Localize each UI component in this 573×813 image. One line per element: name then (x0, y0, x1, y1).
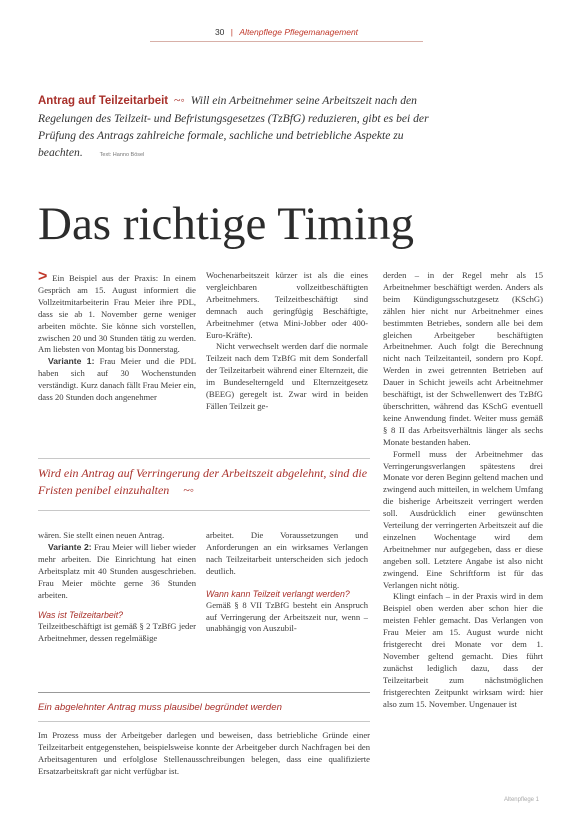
teilzeit-paragraph: Teilzeitbeschäftigt ist gemäß § 2 TzBfG jeder Arbeitnehmer, dessen regelmäßige (38, 621, 196, 644)
column-2-top (206, 270, 368, 450)
entitlement-text: Gemäß § 8 VII TzBfG besteht ein Anspruch auf Verringerung der Arbeitszeit nur, wenn – unabhängig von Auszubil- (206, 599, 368, 634)
pull-quote: Wird ein Antrag auf Verringerung der Arbeitszeit abgelehnt, sind die Fristen penibel einzuhalten ~◦ (38, 466, 368, 497)
requirements-text: arbeitet. Die Voraussetzungen und Anforderungen an ein wirksames Verlangen nach Teilzeitarbeit unterscheiden sich jedoch deutlich. (206, 530, 368, 576)
lead-text: Will ein Arbeitnehmer seine Arbeitszeit nach den Regelungen des Teilzeit- und Befristungsgesetzes (TzBfG) reduzieren, gibt es bei der Prüfung des Antrags zahlreiche formale, sachliche und betriebliche Aspekte zu beachten. (38, 94, 429, 159)
swirl-ornament-icon: ~◦ (174, 93, 185, 107)
page-footer: Altenpflege 1 (503, 797, 539, 803)
formal-requirements-text: Formell muss der Arbeitnehmer das Verringerungsverlangen spätestens drei Monate vor deren Beginn geltend machen und zwingend auch mitteilen, in welchem Umfang die bisherige Arbeitszeit verringert werden soll. Ausdrücklich einer gewünschten Verteilung der verringerten Arbeitszeit auf die einzelnen Wochentage wird dem Arbeitnehmer nur aufgegeben, dass er diese angeben soll. Letztere Angabe ist also nicht zwingend. Eine Schriftform ist für das Verlangen nicht nötig. (383, 448, 543, 590)
band-rule-mid (38, 721, 370, 722)
practice-errors-text: Klingt einfach – in der Praxis wird in dem Beispiel oben werden aber schon hier die meisten Fehler gemacht. Das Verlangen von Frau Meier am 15. August wurde nicht fristgerecht drei Monate vor dem 1. November geltend gemacht. Dies führt zunächst lediglich dazu, dass der Teilzeitarbeit zum nächstmöglichen fristgerechten Zeitpunkt wirksam wird: hier also zum 15. November. Ungenauer ist (383, 591, 543, 709)
teilzeit-definition-text: Wochenarbeitszeit kürzer ist als die eines vergleichbaren vollzeitbeschäftigten Arbeitnehmers. Teilzeitbeschäftigt sind demnach auch geringfügig Beschäftigte, Arbeitnehmer (etwa Mini-Jobber oder 400-Euro-Kräfte). (206, 270, 368, 340)
pull-quote-rule-top (38, 458, 370, 459)
column-1-top (38, 270, 196, 450)
column-3 (383, 270, 543, 790)
band-text: Im Prozess muss der Arbeitgeber darlegen und beweisen, dass betriebliche Gründe einer Teilzeitarbeit entgegenstehen, beispielsweise konnte der Arbeitgeber durch Nachfragen bei den Arbeitsagenturen und erfolglose Stellenausschreibungen belegen, dass eine qualifizierte Ersatzarbeitskraft gar nicht verfügbar ist. (38, 730, 370, 776)
page-number: 30 (214, 27, 225, 37)
variant-1-text: Frau Meier und die PDL haben sich auf 30 Wochenstunden verständigt. Kurz danach fällt Frau Meier ein, dass 20 Stunden doch angenehmer (38, 356, 196, 403)
band-rule-top (38, 692, 370, 693)
column-2-bottom (206, 530, 368, 680)
elternzeit-text: Nicht verwechselt werden darf die normale Teilzeit nach dem TzBfG mit dem Sonderfall der Teilzeitarbeit während einer Elternzeit, die im Bundeselterngeld und Elternzeitgesetz (BEEG) geregelt ist. Zwar wird in beiden Fällen Teilzeit ge- (206, 341, 368, 411)
running-header (0, 27, 573, 37)
subhead-teilzeitarbeit: Was ist Teilzeitarbeit? (38, 610, 124, 621)
pull-quote-rule-bottom (38, 510, 370, 511)
chevron-right-icon: > (38, 270, 48, 285)
swirl-ornament-icon: ~◦ (183, 483, 195, 497)
band-heading: Ein abgelehnter Antrag muss plausibel begründet werden (38, 702, 282, 713)
lead-paragraph (38, 92, 450, 164)
variant-2-label: Variante 2: (48, 541, 92, 552)
magazine-title: Altenpflege Pflegemanagement (239, 27, 359, 37)
new-application-text: wären. Sie stellt einen neuen Antrag. (38, 530, 165, 540)
author-credit: Text: Hanno Bösel (99, 152, 145, 158)
variant-2-text: Frau Meier will lieber wieder mehr arbeiten. Die Einrichtung hat einen Arbeitsplatz mit 40 Stunden ausgeschrieben. Frau Meier möchte gerne 36 Stunden arbeiten. (38, 541, 196, 600)
column-1-bottom (38, 530, 196, 680)
threshold-text: derden – in der Regel mehr als 15 Arbeitnehmer beschäftigt werden. Anders als beim Kündigungsschutzgesetz (KSchG) zählen hier nicht nur Arbeitnehmer eines bestimmten Betriebes, sondern alle bei dem gleichen Arbeitgeber beschäftigten Arbeitnehmer. Auch folgt die Berechnung nicht nach Teilzeitanteil, sondern pro Kopf. Werden in zwei getrennten Betrieben auf Dauer in Schicht jeweils acht Arbeitnehmer beschäftigt, ist der Schwellenwert des TzBfG überschritten, während das KSchG eventuell keine Anwendung findet. Weiter muss gemäß § 8 II das Arbeitsverhältnis länger als sechs Monate bestanden haben. (383, 270, 543, 447)
kicker: Antrag auf Teilzeitarbeit (38, 95, 169, 107)
header-separator: | (230, 27, 234, 37)
header-rule (150, 41, 423, 42)
article-title: Das richtige Timing (38, 198, 415, 250)
subhead-when-teilzeit: Wann kann Teilzeit verlangt werden? (206, 588, 350, 599)
intro-text: Ein Beispiel aus der Praxis: In einem Gespräch am 15. August informiert die Vollzeitmitarbeiterin Frau Meier ihre PDL, dass sie ab 1. November gerne weniger arbeiten möchte. Sie könne sich vorstellen, zwischen 20 und 30 Stunden tätig zu werden. Am liebsten von Montag bis Donnerstag. (38, 273, 196, 355)
variant-1-label: Variante 1: (48, 356, 95, 367)
